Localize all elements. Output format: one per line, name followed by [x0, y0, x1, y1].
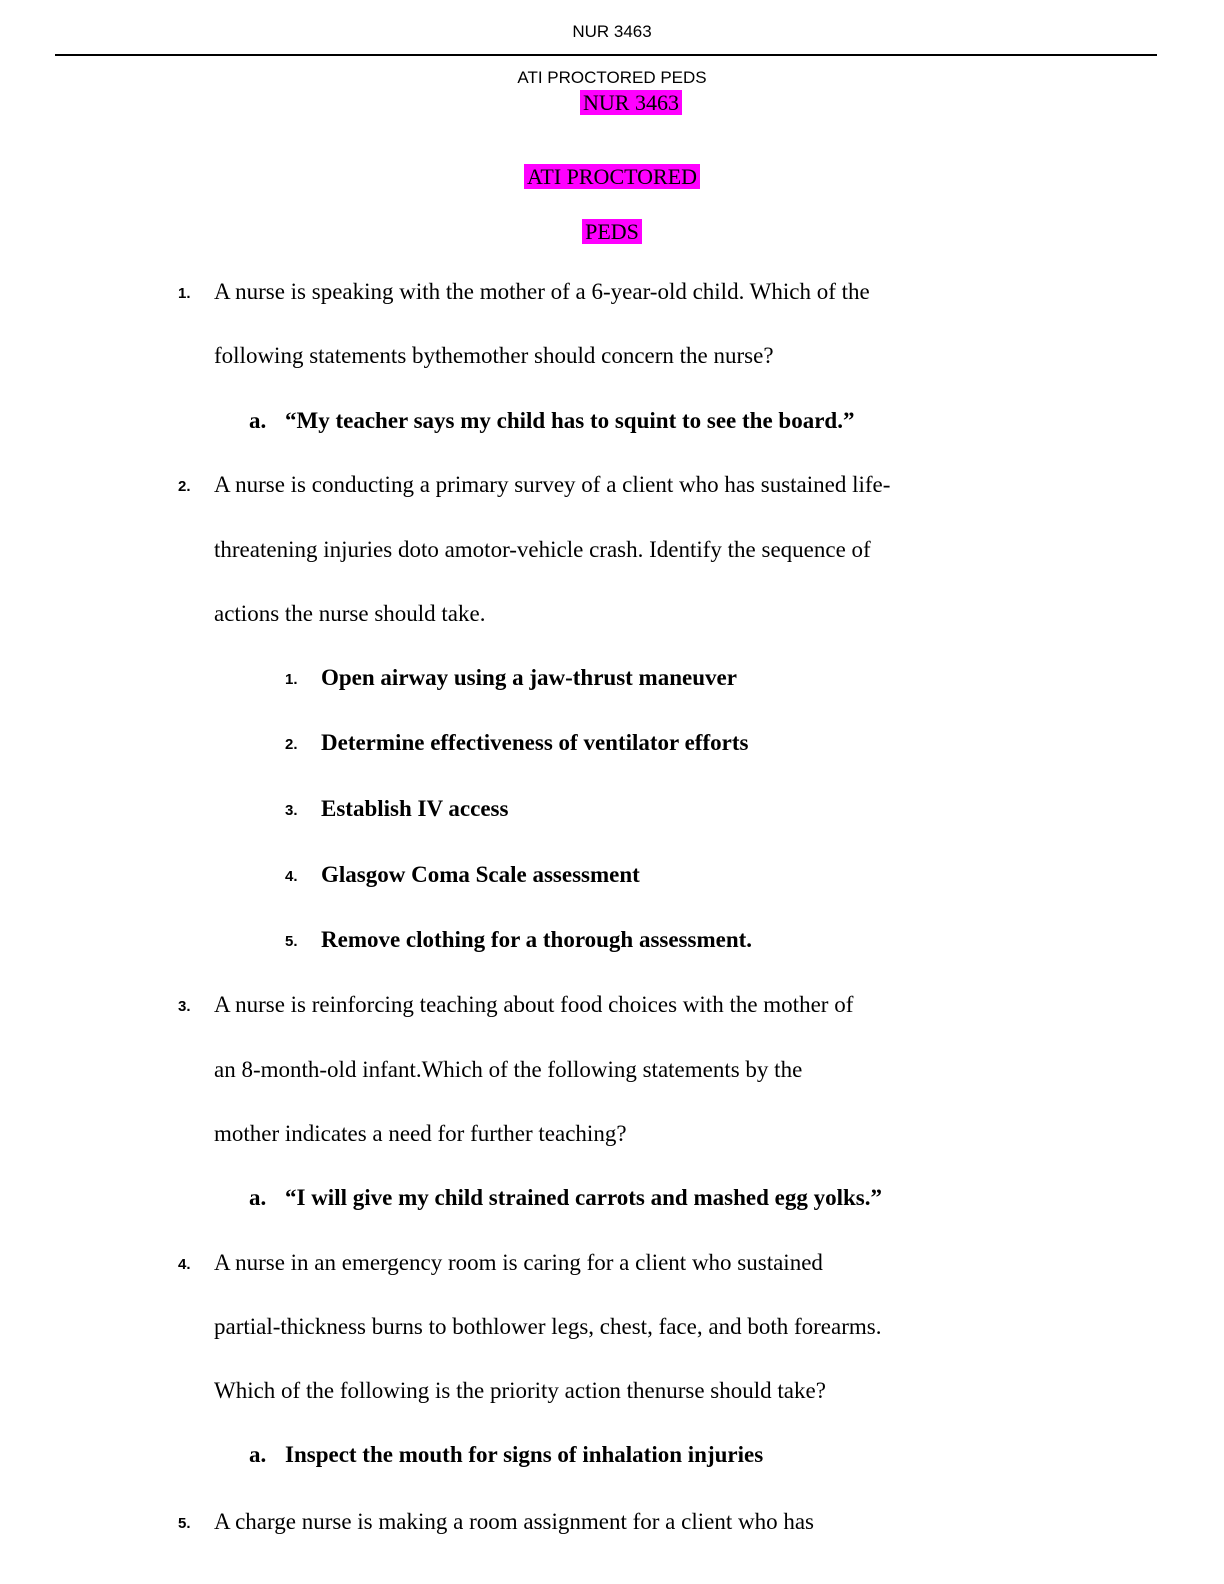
question-number: 3. [178, 998, 191, 1015]
title-line1 [0, 164, 1224, 190]
question-text-line: A nurse in an emergency room is caring for a client who sustained [214, 1250, 823, 1275]
step-text: Glasgow Coma Scale assessment [321, 862, 640, 887]
question-text-line: threatening injuries doto amotor-vehicle crash. Identify the sequence of [214, 537, 871, 562]
title-course [0, 90, 1224, 116]
question-text-line: Which of the following is the priority action thenurse should take? [214, 1378, 826, 1403]
question-number: 5. [178, 1515, 191, 1532]
answer-text: “My teacher says my child has to squint to see the board.” [285, 408, 855, 433]
answer-text: Inspect the mouth for signs of inhalation injuries [285, 1442, 764, 1467]
step-number: 4. [285, 868, 298, 885]
step-text: Remove clothing for a thorough assessment. [321, 927, 753, 952]
question-text-line: an 8-month-old infant.Which of the following statements by the [214, 1057, 803, 1082]
question-text-line: partial-thickness burns to bothlower legs, chest, face, and both forearms. [214, 1314, 882, 1339]
question-number: 2. [178, 478, 191, 495]
question-number: 1. [178, 285, 191, 302]
step-text: Open airway using a jaw-thrust maneuver [321, 665, 737, 690]
question-text-line: A nurse is reinforcing teaching about food choices with the mother of [214, 992, 854, 1017]
title-line1-text: ATI PROCTORED [524, 164, 700, 189]
step-text: Establish IV access [321, 796, 509, 821]
step-number: 1. [285, 671, 298, 688]
question-text-line: actions the nurse should take. [214, 601, 486, 626]
running-head: NUR 3463 [572, 22, 652, 41]
answer-letter: a. [249, 408, 267, 433]
question-text-line: A charge nurse is making a room assignment for a client who has [214, 1509, 814, 1534]
title-course-text: NUR 3463 [580, 90, 682, 115]
answer-text: “I will give my child strained carrots and mashed egg yolks.” [285, 1185, 882, 1210]
step-number: 5. [285, 933, 298, 950]
step-text: Determine effectiveness of ventilator efforts [321, 730, 749, 755]
question-number: 4. [178, 1256, 191, 1273]
answer-letter: a. [249, 1185, 267, 1210]
answer-letter: a. [249, 1442, 267, 1467]
question-text-line: A nurse is conducting a primary survey of a client who has sustained life- [214, 472, 891, 497]
step-number: 2. [285, 736, 298, 753]
question-text-line: following statements bythemother should concern the nurse? [214, 343, 774, 368]
question-text-line: A nurse is speaking with the mother of a 6-year-old child. Which of the [214, 279, 870, 304]
title-line2 [0, 219, 1224, 245]
step-number: 3. [285, 802, 298, 819]
title-line2-text: PEDS [582, 219, 642, 244]
header-rule [55, 54, 1157, 56]
question-text-line: mother indicates a need for further teaching? [214, 1121, 627, 1146]
header-subhead: ATI PROCTORED PEDS [517, 68, 707, 87]
